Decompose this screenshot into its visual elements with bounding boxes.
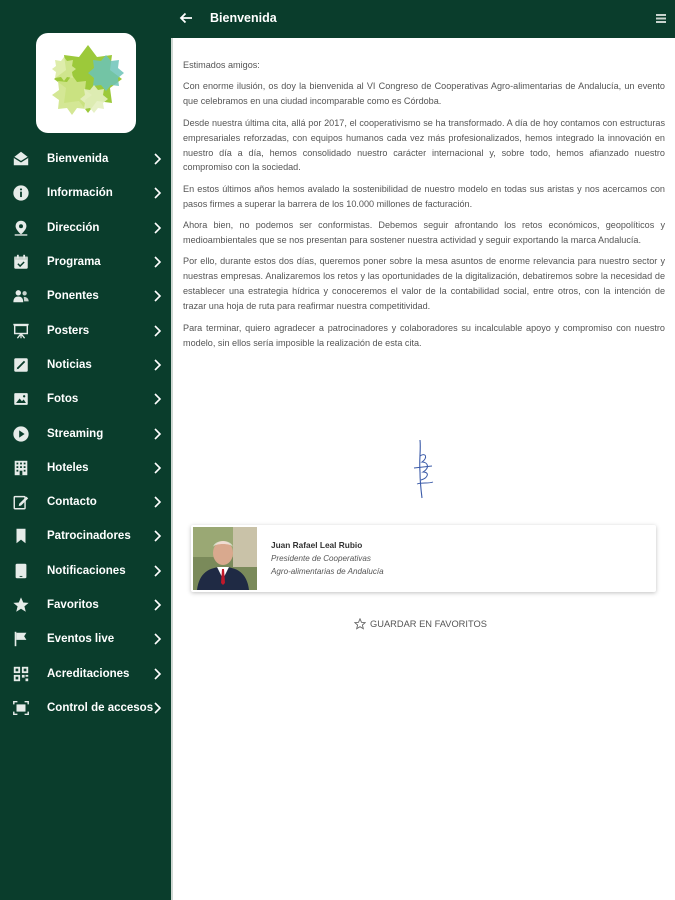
- save-to-favorites-label: GUARDAR EN FAVORITOS: [370, 619, 487, 629]
- sidebar-item-acreditaciones[interactable]: [0, 656, 171, 690]
- sidebar-item-label: Acreditaciones: [47, 667, 130, 680]
- sidebar-item-fotos[interactable]: [0, 382, 171, 416]
- sidebar-item-label: Noticias: [47, 358, 92, 371]
- welcome-letter: [183, 58, 665, 357]
- star-icon: [11, 595, 31, 615]
- sidebar-item-label: Fotos: [47, 393, 79, 406]
- sidebar-item-label: Streaming: [47, 427, 104, 440]
- chevron-right-icon: [152, 668, 162, 680]
- sidebar-item-label: Programa: [47, 256, 101, 269]
- chevron-right-icon: [152, 290, 162, 302]
- sidebar-item-label: Bienvenida: [47, 153, 109, 166]
- sidebar-item-label: Posters: [47, 324, 90, 337]
- info-icon: [11, 183, 31, 203]
- letter-paragraph: Para terminar, quiero agradecer a patrocinadores y colaboradores su incalculable apoyo y compromiso con nuestro modelo, sin ellos sería imposible la realización de esta cita.: [183, 322, 665, 348]
- chevron-right-icon: [152, 462, 162, 474]
- chevron-right-icon: [152, 222, 162, 234]
- scan-icon: [11, 698, 31, 718]
- chevron-right-icon: [152, 599, 162, 611]
- sidebar-item-label: Favoritos: [47, 599, 99, 611]
- sidebar-item-programa[interactable]: [0, 245, 171, 279]
- news-icon: [11, 355, 31, 375]
- sidebar-item-bienvenida[interactable]: [0, 142, 171, 176]
- play-icon: [11, 424, 31, 444]
- chevron-right-icon: [152, 633, 162, 645]
- sidebar-item-label: Patrocinadores: [47, 530, 131, 543]
- page-title: Bienvenida: [210, 11, 277, 25]
- save-to-favorites-button[interactable]: [354, 618, 487, 630]
- chevron-right-icon: [152, 256, 162, 268]
- map-pin-icon: [11, 218, 31, 238]
- photo-icon: [11, 389, 31, 409]
- sidebar-item-label: Contacto: [47, 496, 97, 509]
- sidebar-nav: [0, 142, 171, 725]
- qr-code-icon: [11, 664, 31, 684]
- sidebar-item-noticias[interactable]: [0, 348, 171, 382]
- sidebar-item-favoritos[interactable]: [0, 588, 171, 622]
- chevron-right-icon: [152, 187, 162, 199]
- sidebar-item-notificaciones[interactable]: [0, 554, 171, 588]
- sidebar-item-label: Hoteles: [47, 461, 89, 474]
- sidebar-item-label: Información: [47, 187, 113, 200]
- sidebar-item-label: Control de accesos: [47, 701, 154, 714]
- sidebar: [0, 0, 171, 900]
- menu-icon[interactable]: [656, 13, 666, 23]
- congress-logo: [36, 33, 136, 133]
- letter-paragraph: Con enorme ilusión, os doy la bienvenida al VI Congreso de Cooperativas Agro-alimentarias de Andalucía, un evento que celebramos en una ciudad incomparable como es Córdoba.: [183, 81, 665, 107]
- flag-icon: [11, 629, 31, 649]
- calendar-icon: [11, 252, 31, 272]
- letter-paragraph: Por ello, durante estos dos días, queremos poner sobre la mesa asuntos de enorme relevancia para nuestro sector y nuestras empresas. Analizaremos los retos y las oportunidades de la digitalización, debatiremos sobre la necesidad de establecer una estrategia hídrica y conoceremos el valor de la contabilidad social, entre otros, con la intención de trazar una hoja de ruta para reafirmar nuestra competitividad.: [183, 256, 665, 312]
- presentation-icon: [11, 321, 31, 341]
- chevron-right-icon: [152, 393, 162, 405]
- letter-paragraph: Ahora bien, no podemos ser conformistas. Debemos seguir afrontando los retos económicos, geopolíticos y medioambientales que se nos presentan para sostener nuestra actividad y seguir exportando la marca Andalucía.: [183, 220, 665, 246]
- letter-greeting: Estimados amigos:: [183, 60, 260, 70]
- letter-paragraph: Desde nuestra última cita, allá por 2017, el cooperativismo se ha transformado. A día de hoy contamos con estructuras empresariales reforzadas, con equipos humanos cada vez más profesionalizados, hemos integrado la innovación en nuestro día a día, hemos consolidado nuestro carácter internacional y, sobre todo, hemos afianzado nuestro compromiso con la sociedad.: [183, 117, 665, 173]
- edit-icon: [11, 492, 31, 512]
- sidebar-item-hoteles[interactable]: [0, 451, 171, 485]
- handwritten-signature: [408, 438, 438, 500]
- sidebar-item-control-de-accesos[interactable]: [0, 691, 171, 725]
- sidebar-item-ponentes[interactable]: [0, 279, 171, 313]
- sidebar-item-posters[interactable]: [0, 313, 171, 347]
- sidebar-item-streaming[interactable]: [0, 416, 171, 450]
- star-outline-icon: [354, 618, 366, 630]
- envelope-open-icon: [11, 149, 31, 169]
- sidebar-item-direccion[interactable]: [0, 211, 171, 245]
- sidebar-item-label: Notificaciones: [47, 564, 126, 577]
- tablet-icon: [11, 561, 31, 581]
- author-name: Juan Rafael Leal Rubio: [271, 540, 363, 550]
- building-icon: [11, 458, 31, 478]
- sidebar-item-label: Ponentes: [47, 290, 99, 303]
- congress-logo-icon: [36, 33, 136, 133]
- author-photo: [193, 527, 257, 590]
- chevron-right-icon: [152, 496, 162, 508]
- main-content: [173, 38, 675, 900]
- top-app-bar: [171, 0, 675, 38]
- chevron-right-icon: [152, 702, 162, 714]
- chevron-right-icon: [152, 359, 162, 371]
- people-icon: [11, 286, 31, 306]
- letter-paragraph: En estos últimos años hemos avalado la sostenibilidad de nuestro modelo en todas sus aristas y nos acercamos con pasos firmes a superar la barrera de los 10.000 millones de facturación.: [183, 183, 665, 209]
- chevron-right-icon: [152, 153, 162, 165]
- sidebar-item-contacto[interactable]: [0, 485, 171, 519]
- author-role: Presidente de Cooperativas: [271, 554, 371, 563]
- sidebar-item-label: Eventos live: [47, 633, 115, 646]
- sidebar-item-label: Dirección: [47, 221, 100, 234]
- chevron-right-icon: [152, 565, 162, 577]
- chevron-right-icon: [152, 530, 162, 542]
- sidebar-item-patrocinadores[interactable]: [0, 519, 171, 553]
- author-card: [191, 525, 656, 592]
- chevron-right-icon: [152, 325, 162, 337]
- sidebar-item-eventos-live[interactable]: [0, 622, 171, 656]
- bookmark-icon: [11, 526, 31, 546]
- sidebar-item-informacion[interactable]: [0, 176, 171, 210]
- author-role: Agro-alimentarias de Andalucía: [271, 567, 384, 576]
- back-arrow-icon[interactable]: [179, 11, 193, 25]
- chevron-right-icon: [152, 428, 162, 440]
